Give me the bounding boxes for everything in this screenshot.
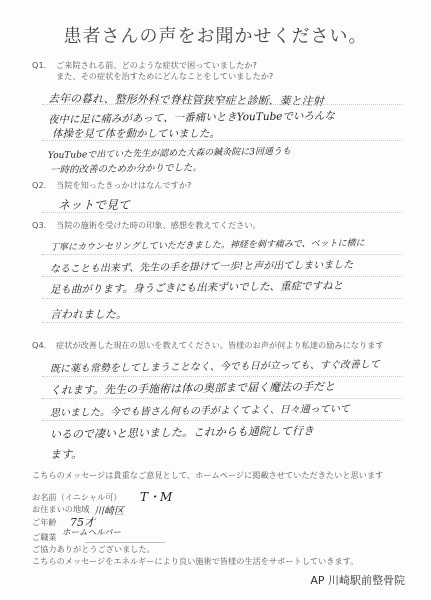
q2-number: Q2. — [32, 180, 47, 190]
q3-prompt — [32, 220, 261, 231]
q4-answer-line2: くれます。先生の手施術は体の奥部まで届く魔法の手だと — [49, 380, 336, 397]
q1-answer-line1: 去年の暮れ、整形外科で脊柱管狭窄症と診断、薬と注射 — [47, 92, 324, 108]
q4-prompt — [32, 340, 384, 351]
q4-answer-line5: ます。 — [50, 448, 83, 461]
q1-answer-line4: YouTubeで出ていた先生が認めた大森の鍼灸院に3回通うも — [47, 146, 292, 161]
divider — [42, 140, 402, 141]
support-notice: こちらのメッセージをエネルギーにより良い施術で皆様の生活をサポートしていきます。 — [32, 556, 359, 566]
q4-answer-line1: 既に薬も常勢をしてしまうことなく、今でも日が立っても、すぐ改善して — [49, 359, 380, 375]
q4-answer-line3: 思いました。今でも皆さん何もの手がよくてよく、日々通っていて — [49, 403, 350, 419]
publish-notice: こちらのメッセージは貴重なご意見として、ホームページに掲載させていただきたいと思います — [32, 470, 384, 480]
job-label: ご職業 — [32, 532, 57, 542]
divider — [42, 104, 402, 105]
age-label: ご年齢 — [32, 517, 57, 527]
q2-question-line1: 当院を知ったきっかけはなんですか? — [56, 180, 192, 190]
divider — [42, 420, 402, 421]
job-underline — [85, 542, 165, 543]
job-value: ホームヘルパー — [62, 528, 121, 538]
q4-answer-line4: いるので凄いと思いました。これからも通院して行き — [49, 424, 315, 441]
q3-answer-line1: 丁寧にカウンセリングしていただきました。神経を刺す痛みで、ベットに横に — [49, 238, 365, 253]
page-title: 患者さんの声をお聞かせください。 — [63, 26, 368, 47]
divider — [42, 376, 402, 377]
q1-prompt — [32, 60, 257, 71]
area-label: お住まいの地域 — [32, 504, 90, 514]
divider — [42, 276, 402, 277]
q1-question-line2: また、その症状を治すためにどんなことをしていましたか? — [56, 71, 274, 81]
divider — [42, 212, 402, 213]
name-label: お名前（イニシャル可） — [32, 492, 122, 502]
name-value: T・M — [140, 490, 173, 504]
q1-answer-line5: 一時的改善のためか分かりでした。 — [49, 162, 203, 176]
clinic-name: AP 川崎駅前整骨院 — [310, 574, 405, 587]
divider — [42, 322, 402, 323]
q3-number: Q3. — [32, 220, 47, 230]
q1-question-line1: ご来院される前、どのような症状で困っていましたか? — [56, 60, 257, 70]
q1-answer-line3: 体操を見て体を動かしていました。 — [52, 128, 220, 140]
q3-answer-line3: 足も曲がります。身うごきにも出来ずいでした、重症ですねと — [49, 279, 344, 296]
area-value: 川崎区 — [94, 506, 124, 517]
q2-answer: ネットで見て — [58, 198, 131, 212]
q3-question-line1: 当院の施術を受けた時の印象、感想を教えてください。 — [56, 220, 261, 230]
divider — [42, 298, 402, 299]
age-value: 75才 — [70, 516, 95, 529]
q1-answer-line2: 夜中に足に痛みがあって、一番痛いときYouTubeでいろんな — [47, 109, 336, 126]
q4-question-line1: 症状が改善した現在の思いを教えてください。皆様のお声が何より私達の励みになります — [56, 340, 384, 350]
q1-number: Q1. — [32, 60, 47, 70]
q4-number: Q4. — [32, 340, 47, 350]
q3-answer-line4: 言われました。 — [50, 308, 127, 321]
q2-prompt — [32, 180, 191, 191]
thanks-text: ご協力ありがとうございました。 — [32, 544, 155, 554]
q3-answer-line2: なることも出来ず、先生の手を掛けて一歩!と声が出てしまいました — [49, 259, 354, 275]
